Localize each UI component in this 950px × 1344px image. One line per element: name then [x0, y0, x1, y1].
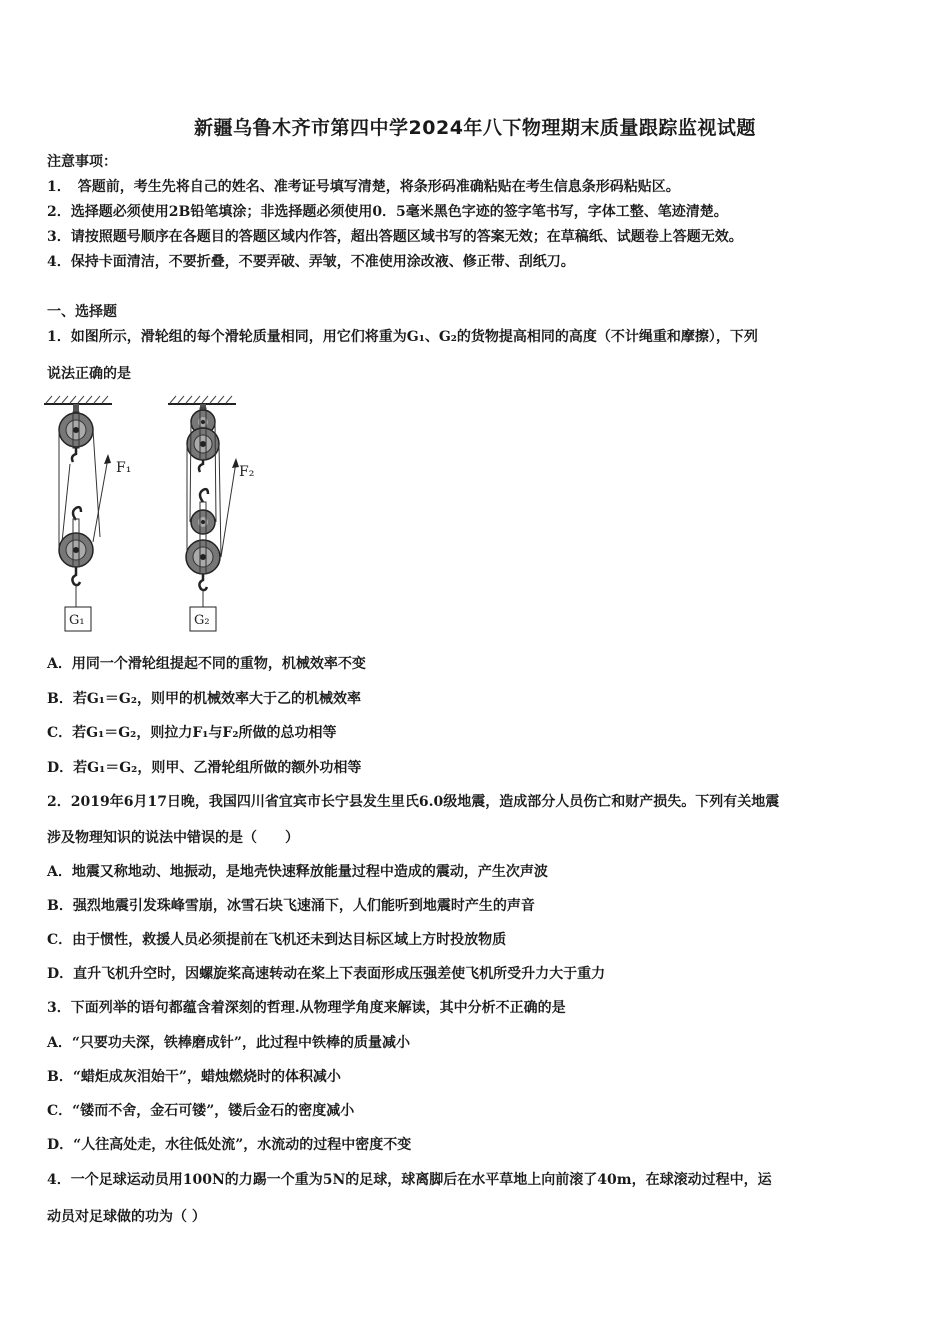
q2-stem-line2: 涉及物理知识的说法中错误的是（ ）: [47, 830, 299, 846]
q1-option-c: C．若G₁＝G₂，则拉力F₁与F₂所做的总功相等: [47, 725, 337, 741]
page-title: 新疆乌鲁木齐市第四中学2024年八下物理期末质量跟踪监视试题: [194, 117, 756, 139]
q2-option-c: C．由于惯性，救援人员必须提前在飞机还未到达目标区域上方时投放物质: [47, 932, 507, 948]
q3-stem: 3．下面列举的语句都蕴含着深刻的哲理.从物理学角度来解读，其中分析不正确的是: [47, 1000, 566, 1016]
movable-pulleys-right: [186, 489, 220, 607]
q1-option-a: A．用同一个滑轮组提起不同的重物，机械效率不变: [47, 656, 366, 672]
notice-item-1: 1． 答题前，考生先将自己的姓名、准考证号填写清楚，将条形码准确粘贴在考生信息条形码粘贴区。: [47, 179, 680, 195]
q2-option-d: D．直升飞机升空时，因螺旋桨高速转动在桨上下表面形成压强差使飞机所受升力大于重力: [47, 966, 606, 982]
label-f2: F₂: [239, 464, 255, 480]
weight-g2: [190, 607, 216, 631]
q3-option-c: C．“镂而不舍，金石可镂”，镂后金石的密度减小: [47, 1103, 355, 1119]
q2-stem-line1: 2．2019年6月17日晚，我国四川省宜宾市长宁县发生里氏6.0级地震，造成部分人员伤亡和财产损失。下列有关地震: [47, 794, 780, 810]
notice-heading: 注意事项：: [47, 154, 117, 170]
q3-option-d: D．“人往高处走，水往低处流”，水流动的过程中密度不变: [47, 1137, 412, 1153]
fixed-pulley-left: [59, 404, 93, 462]
ceiling-left: [44, 396, 112, 404]
ceiling-right: [168, 396, 236, 404]
arrow-f1: [104, 454, 131, 476]
label-f1: F₁: [116, 460, 132, 476]
fixed-pulleys-right: [187, 404, 219, 472]
notice-item-2: 2．选择题必须使用2B铅笔填涂；非选择题必须使用0．5毫米黑色字迹的签字笔书写，字体工整、笔迹清楚。: [47, 204, 728, 220]
section-heading: 一、选择题: [47, 304, 117, 320]
label-g1: G₁: [69, 613, 85, 628]
q1-option-b: B．若G₁＝G₂，则甲的机械效率大于乙的机械效率: [47, 691, 362, 707]
ropes-left: [59, 430, 108, 552]
weight-g1: [65, 607, 91, 631]
notice-item-4: 4．保持卡面清洁，不要折叠，不要弄破、弄皱，不准使用涂改液、修正带、刮纸刀。: [47, 254, 575, 270]
q2-option-b: B．强烈地震引发珠峰雪崩，冰雪石块飞速涌下，人们能听到地震时产生的声音: [47, 898, 535, 914]
label-g2: G₂: [194, 613, 210, 628]
q4-stem-line1: 4．一个足球运动员用100N的力踢一个重为5N的足球，球离脚后在水平草地上向前滚了40m，在球滚动过程中，运: [47, 1172, 772, 1188]
q1-stem-line1: 1．如图所示，滑轮组的每个滑轮质量相同，用它们将重为G₁、G₂的货物提高相同的高度（不计绳重和摩擦），下列: [47, 329, 758, 345]
q1-option-d: D．若G₁＝G₂，则甲、乙滑轮组所做的额外功相等: [47, 760, 362, 776]
pulley-figure: [40, 392, 280, 642]
notice-item-3: 3．请按照题号顺序在各题目的答题区域内作答，超出答题区域书写的答案无效；在草稿纸、试题卷上答题无效。: [47, 229, 743, 245]
q3-option-a: A．“只要功夫深，铁棒磨成针”，此过程中铁棒的质量减小: [47, 1035, 410, 1051]
q4-stem-line2: 动员对足球做的功为（ ）: [47, 1209, 206, 1225]
q3-option-b: B．“蜡炬成灰泪始干”，蜡烛燃烧时的体积减小: [47, 1069, 341, 1085]
q2-option-a: A．地震又称地动、地振动，是地壳快速释放能量过程中造成的震动，产生次声波: [47, 864, 548, 880]
q1-stem-line2: 说法正确的是: [47, 366, 131, 382]
